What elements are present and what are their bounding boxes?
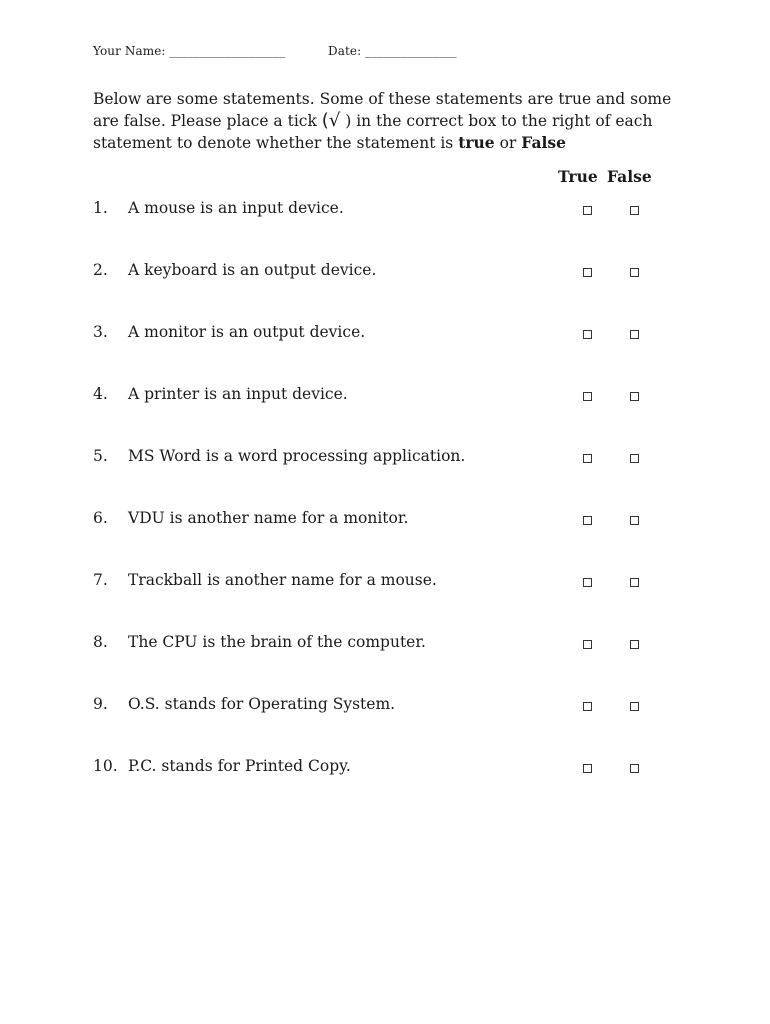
question-row-6	[93, 509, 693, 571]
question-text: A keyboard is an output device.	[128, 261, 377, 279]
true-checkbox[interactable]	[583, 702, 592, 711]
question-number: 7.	[93, 571, 108, 589]
question-text: Trackball is another name for a mouse.	[128, 571, 437, 589]
instructions-part1: Below are some statements. Some of these statements are true and some are false. Please place a tick	[93, 90, 672, 130]
question-number: 9.	[93, 695, 108, 713]
false-checkbox[interactable]	[630, 640, 639, 649]
question-text: P.C. stands for Printed Copy.	[128, 757, 351, 775]
question-text: The CPU is the brain of the computer.	[128, 633, 426, 651]
true-checkbox[interactable]	[583, 454, 592, 463]
true-checkbox[interactable]	[583, 516, 592, 525]
tick-mark-icon: √	[328, 110, 341, 131]
question-row-10	[93, 757, 693, 819]
false-checkbox[interactable]	[630, 578, 639, 587]
instructions-part2: in the correct box to the right of each statement to denote whether the statement is	[93, 112, 653, 152]
question-row-9	[93, 695, 693, 757]
question-text: O.S. stands for Operating System.	[128, 695, 396, 713]
false-word: False	[521, 133, 566, 152]
true-checkbox[interactable]	[583, 392, 592, 401]
false-checkbox[interactable]	[630, 206, 639, 215]
question-row-2	[93, 261, 693, 323]
question-text: VDU is another name for a monitor.	[128, 509, 409, 527]
date-field[interactable]: Date: _______________	[328, 44, 457, 58]
question-text: A printer is an input device.	[128, 385, 348, 403]
true-checkbox[interactable]	[583, 330, 592, 339]
question-row-1	[93, 199, 693, 261]
true-column-header: True	[558, 167, 598, 186]
instructions-paragraph	[93, 88, 673, 154]
question-list	[93, 199, 693, 819]
question-number: 10.	[93, 757, 118, 775]
question-text: MS Word is a word processing application.	[128, 447, 466, 465]
false-checkbox[interactable]	[630, 392, 639, 401]
or-word: or	[494, 134, 522, 152]
true-word: true	[458, 133, 495, 152]
false-checkbox[interactable]	[630, 330, 639, 339]
question-number: 6.	[93, 509, 108, 527]
question-text: A mouse is an input device.	[128, 199, 344, 217]
false-checkbox[interactable]	[630, 454, 639, 463]
question-number: 8.	[93, 633, 108, 651]
false-checkbox[interactable]	[630, 268, 639, 277]
your-name-field[interactable]: Your Name: ___________________	[93, 44, 286, 58]
false-checkbox[interactable]	[630, 516, 639, 525]
question-number: 2.	[93, 261, 108, 279]
question-text: A monitor is an output device.	[128, 323, 366, 341]
false-checkbox[interactable]	[630, 702, 639, 711]
question-number: 1.	[93, 199, 108, 217]
question-row-4	[93, 385, 693, 447]
question-number: 5.	[93, 447, 108, 465]
question-row-3	[93, 323, 693, 385]
question-row-8	[93, 633, 693, 695]
true-checkbox[interactable]	[583, 578, 592, 587]
question-row-7	[93, 571, 693, 633]
question-number: 3.	[93, 323, 108, 341]
true-checkbox[interactable]	[583, 268, 592, 277]
true-checkbox[interactable]	[583, 764, 592, 773]
question-row-5	[93, 447, 693, 509]
tick-open: (	[321, 110, 329, 131]
false-column-header: False	[607, 167, 652, 186]
tick-close: )	[340, 112, 352, 130]
false-checkbox[interactable]	[630, 764, 639, 773]
true-checkbox[interactable]	[583, 640, 592, 649]
question-number: 4.	[93, 385, 108, 403]
true-checkbox[interactable]	[583, 206, 592, 215]
